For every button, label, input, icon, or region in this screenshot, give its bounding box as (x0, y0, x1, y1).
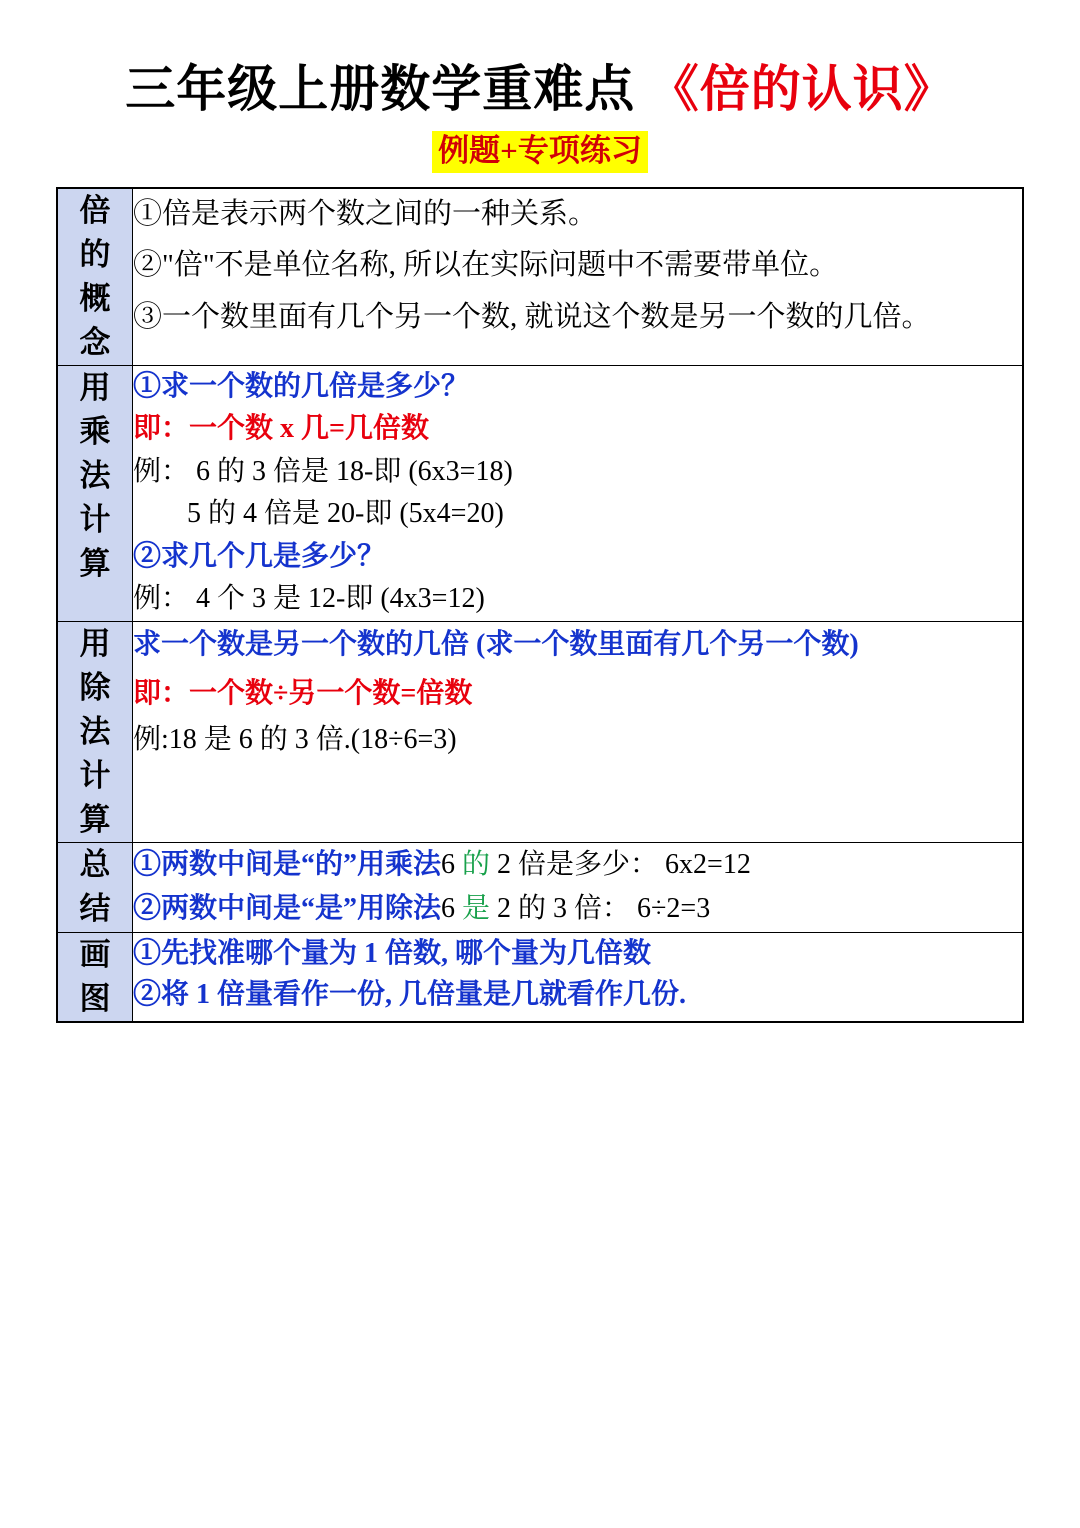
row-body-drawing (133, 932, 1024, 1022)
row-label-multiplication: 用 乘 法 计 算 (57, 365, 133, 621)
table-row (57, 365, 1023, 621)
concept-line-1: ①倍是表示两个数之间的一种关系。 (133, 197, 598, 230)
row-label-drawing: 画 图 (57, 932, 133, 1022)
summary-line-1 (133, 843, 1022, 887)
row-label-concept: 倍 的 概 念 (57, 188, 133, 366)
div-line-3: 例:18 是 6 的 3 倍.(18÷6=3) (133, 723, 457, 755)
mult-line-1: ①求一个数的几倍是多少？ (133, 370, 470, 402)
table-row (57, 188, 1023, 366)
summary-line-2-expr: 2 的 3 倍： 6÷2=3 (490, 893, 711, 925)
subtitle-wrap (0, 131, 1080, 173)
row-body-summary (133, 843, 1024, 932)
summary-line-1-num-a: 6 (441, 849, 463, 881)
concept-table (56, 187, 1024, 1023)
title-block (0, 0, 1080, 173)
summary-line-2-num-a: 6 (441, 893, 463, 925)
div-line-2: 即：一个数÷另一个数=倍数 (133, 678, 473, 710)
table-row (57, 843, 1023, 932)
mult-line-5: ②求几个几是多少？ (133, 540, 386, 572)
row-body-division (133, 621, 1024, 842)
draw-line-1: ①先找准哪个量为 1 倍数, 哪个量为几倍数 (133, 937, 652, 969)
table-row (57, 621, 1023, 842)
summary-line-1-keyword: 的 (462, 849, 491, 881)
summary-line-2-keyword: 是 (462, 893, 491, 925)
row-body-concept (133, 188, 1024, 366)
table-row (57, 932, 1023, 1022)
page-title (0, 62, 1080, 117)
mult-line-4: 5 的 4 倍是 20-即 (5x4=20) (187, 498, 504, 530)
div-line-1: 求一个数是另一个数的几倍 (求一个数里面有几个另一个数) (133, 628, 859, 660)
mult-line-2: 即：一个数 x 几=几倍数 (133, 413, 429, 445)
summary-line-1-expr: 2 倍是多少： 6x2=12 (490, 849, 751, 881)
row-label-division: 用 除 法 计 算 (57, 621, 133, 842)
summary-line-2-rule: ②两数中间是“是”用除法 (133, 893, 442, 925)
summary-line-1-rule: ①两数中间是“的”用乘法 (133, 849, 442, 881)
page-subtitle: 例题+专项练习 (432, 131, 648, 173)
concept-line-2: ②"倍"不是单位名称, 所以在实际问题中不需要带单位。 (133, 249, 839, 282)
mult-line-6: 例： 4 个 3 是 12-即 (4x3=12) (133, 583, 485, 615)
mult-line-3: 例： 6 的 3 倍是 18-即 (6x3=18) (133, 455, 513, 487)
row-body-multiplication (133, 365, 1024, 621)
concept-line-3: ③一个数里面有几个另一个数, 就说这个数是另一个数的几倍。 (133, 300, 931, 333)
page-title-accent: 《倍的认识》 (648, 61, 955, 117)
row-label-summary: 总 结 (57, 843, 133, 932)
summary-line-2 (133, 887, 1022, 931)
page-title-main: 三年级上册数学重难点 (125, 61, 649, 117)
draw-line-2: ②将 1 倍量看作一份, 几倍量是几就看作几份. (133, 978, 687, 1010)
